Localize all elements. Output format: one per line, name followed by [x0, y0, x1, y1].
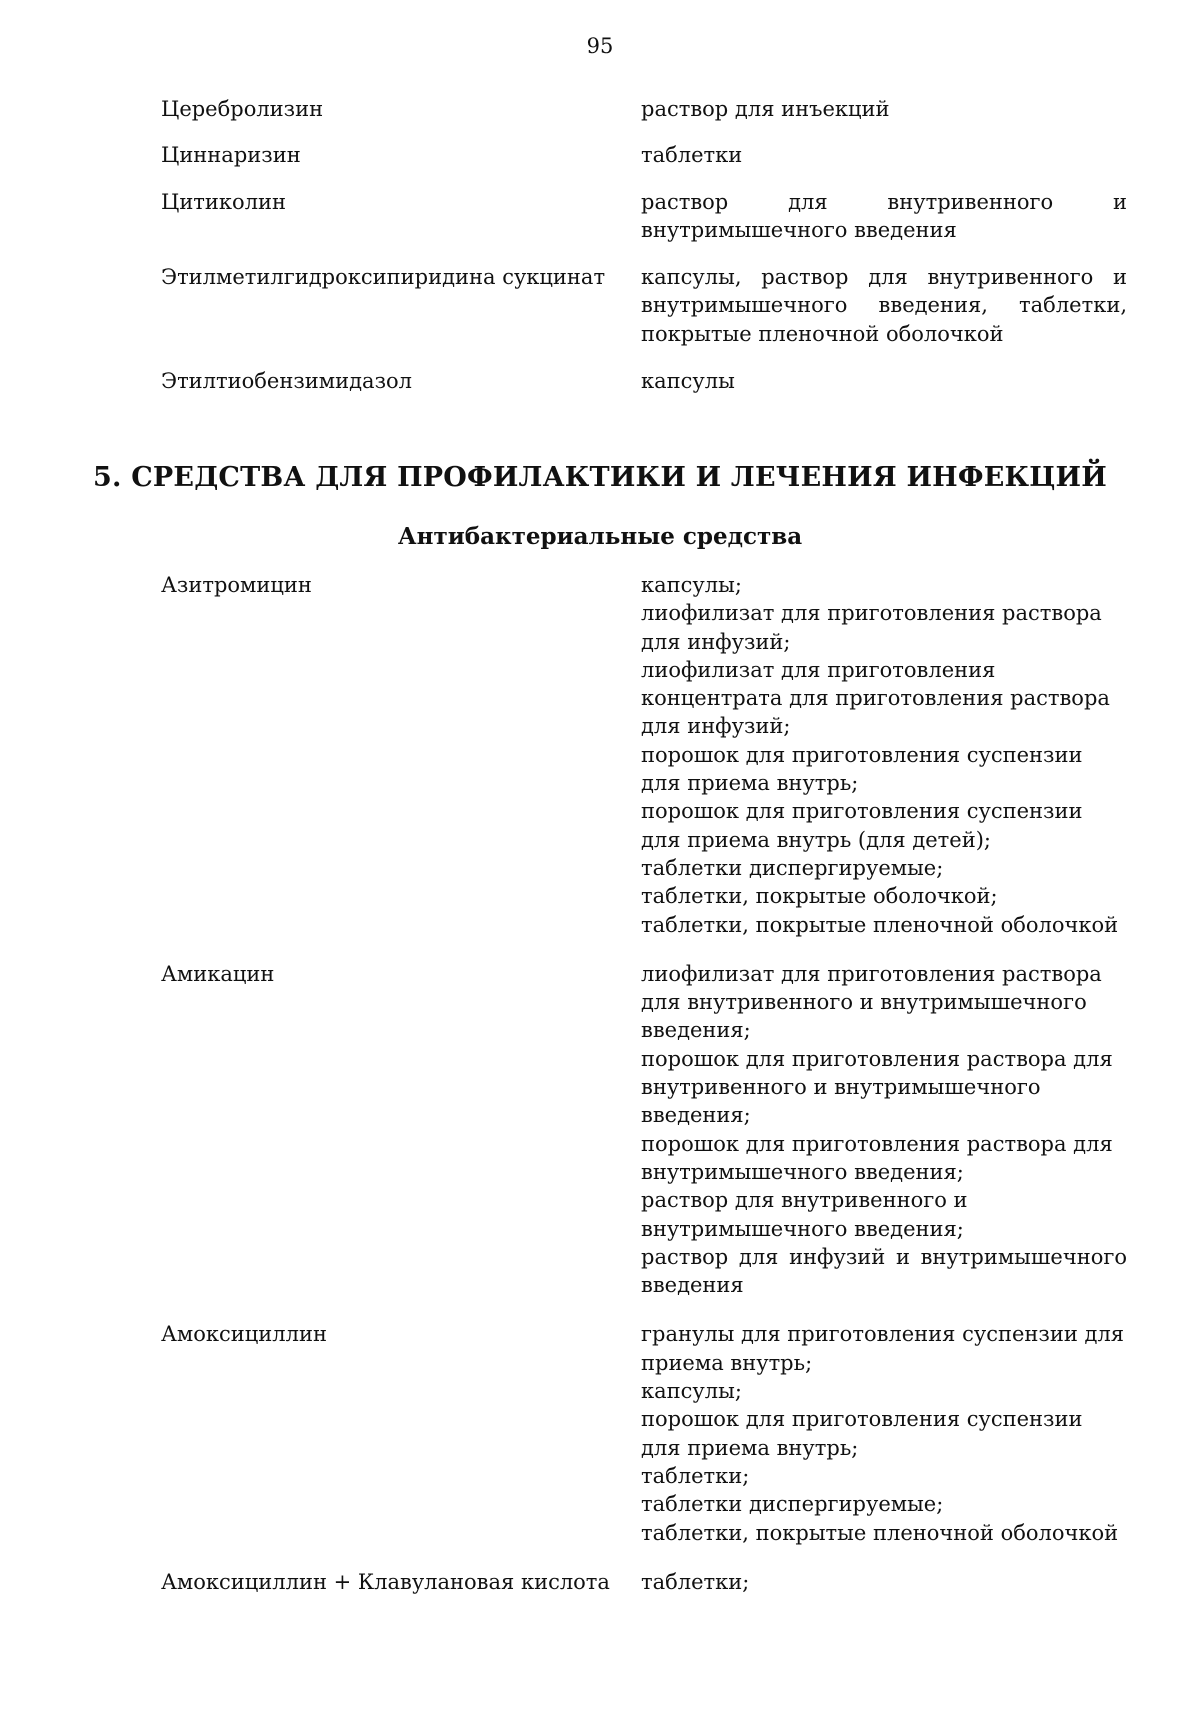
dosage-forms — [641, 95, 1127, 123]
dosage-form: таблетки, покрытые пленочной оболочкой — [641, 912, 1119, 937]
drug-name: Амоксициллин + Клавулановая кислота — [161, 1569, 610, 1594]
dosage-form: лиофилизат для приготовления раствора для внутривенного и внутримышечного введения; — [641, 961, 1102, 1043]
drug-list-top — [161, 95, 1127, 395]
drug-name: Этилтиобензимидазол — [161, 369, 413, 394]
drug-name: Азитромицин — [161, 573, 312, 597]
dosage-form: порошок для приготовления раствора для внутримышечного введения; — [641, 1131, 1113, 1184]
dosage-form: раствор для внутривенного и внутримышечного введения; — [641, 1188, 968, 1241]
drug-name: Амоксициллин — [161, 1322, 327, 1347]
dosage-form: капсулы; — [641, 573, 742, 597]
subsection-title: Антибактериальные средства — [397, 523, 803, 550]
page-number: 95 — [586, 34, 614, 58]
dosage-forms — [641, 1568, 1127, 1596]
drug-list-antibacterial — [161, 571, 1127, 1596]
drug-name: Циннаризин — [161, 143, 301, 168]
dosage-forms — [641, 367, 1127, 395]
dosage-forms — [641, 960, 1127, 1300]
drug-entry — [161, 95, 1127, 123]
drug-entry — [161, 960, 1127, 1300]
dosage-form: порошок для приготовления суспензии для приема внутрь; — [641, 1407, 1083, 1460]
drug-entry — [161, 367, 1127, 395]
dosage-form: лиофилизат для приготовления раствора для инфузий; — [641, 601, 1102, 654]
dosage-form: раствор для инъекций — [641, 97, 890, 121]
dosage-form: таблетки диспергируемые; — [641, 855, 944, 880]
dosage-form: гранулы для приготовления суспензии для приема внутрь; — [641, 1322, 1125, 1375]
dosage-forms — [641, 263, 1127, 348]
drug-name: Цитиколин — [161, 189, 287, 214]
dosage-forms — [641, 141, 1127, 169]
dosage-form: раствор для инфузий и внутримышечного введения — [641, 1244, 1127, 1298]
dosage-form: капсулы; — [641, 1379, 742, 1404]
dosage-form: раствор для внутривенного и внутримышечного введения — [641, 189, 1127, 242]
dosage-form: таблетки диспергируемые; — [641, 1492, 944, 1517]
drug-entry — [161, 1320, 1127, 1546]
dosage-form: порошок для приготовления суспензии для приема внутрь (для детей); — [641, 799, 1083, 852]
drug-entry — [161, 188, 1127, 245]
drug-entry — [161, 263, 1127, 348]
dosage-form: таблетки, покрытые оболочкой; — [641, 884, 998, 909]
drug-name: Церебролизин — [161, 97, 324, 121]
drug-entry — [161, 571, 1127, 939]
dosage-form: таблетки — [641, 143, 743, 168]
dosage-form: порошок для приготовления раствора для внутривенного и внутримышечного введения; — [641, 1046, 1113, 1128]
dosage-form: таблетки; — [641, 1463, 750, 1488]
drug-entry — [161, 1568, 1127, 1596]
dosage-form: капсулы — [641, 369, 735, 394]
dosage-form: порошок для приготовления суспензии для приема внутрь; — [641, 742, 1083, 796]
drug-name: Амикацин — [161, 961, 275, 986]
dosage-forms — [641, 571, 1127, 939]
section-title: 5. СРЕДСТВА ДЛЯ ПРОФИЛАКТИКИ И ЛЕЧЕНИЯ ИНФЕКЦИЙ — [93, 462, 1107, 493]
drug-entry — [161, 141, 1127, 169]
dosage-forms — [641, 188, 1127, 245]
drug-name: Этилметилгидроксипиридина сукцинат — [161, 265, 606, 290]
dosage-form: лиофилизат для приготовления концентрата для приготовления раствора для инфузий; — [641, 657, 1110, 739]
dosage-form: таблетки; — [641, 1569, 750, 1594]
dosage-forms — [641, 1320, 1127, 1546]
dosage-form: таблетки, покрытые пленочной оболочкой — [641, 1520, 1119, 1545]
dosage-form: капсулы, раствор для внутривенного и внутримышечного введения, таблетки, покрытые пленочной оболочкой — [641, 265, 1127, 346]
